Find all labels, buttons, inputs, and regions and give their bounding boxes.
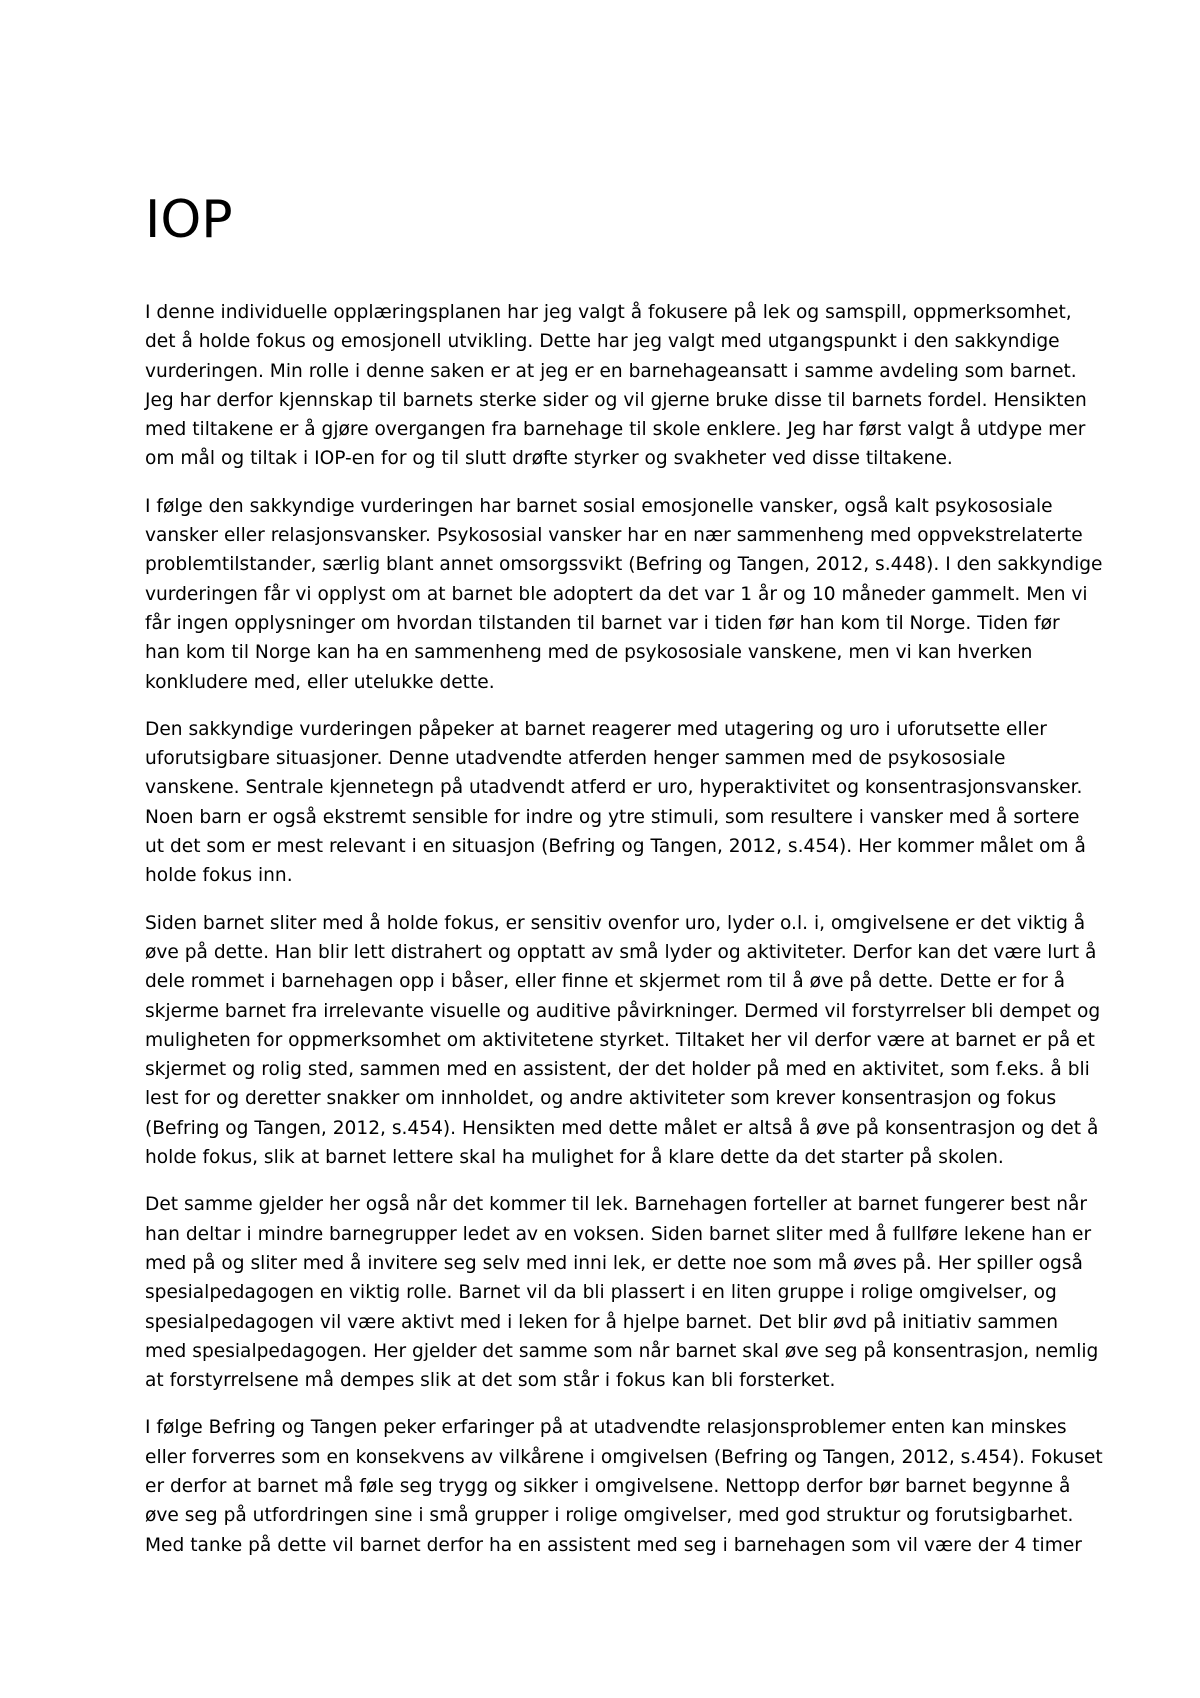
text-line: I følge Befring og Tangen peker erfaringer på at utadvendte relasjonsproblemer enten kan minskes [145, 1417, 1067, 1439]
text-line: med spesialpedagogen. Her gjelder det samme som når barnet skal øve seg på konsentrasjon, nemlig [145, 1340, 1099, 1362]
text-line: lest for og deretter snakker om innholdet, og andre aktiviteter som krever konsentrasjon og fokus [145, 1088, 1057, 1110]
text-line: øve seg på utfordringen sine i små grupper i rolige omgivelser, med god struktur og forutsigbarhet. [145, 1505, 1074, 1527]
text-line: vanskene. Sentrale kjennetegn på utadvendt atferd er uro, hyperaktivitet og konsentrasjonsvansker. [145, 777, 1083, 799]
paragraph [145, 715, 1086, 891]
text-line: ut det som er mest relevant i en situasjon (Befring og Tangen, 2012, s.454). Her kommer målet om å [145, 836, 1086, 858]
text-line: skjerme barnet fra irrelevante visuelle og auditive påvirkninger. Dermed vil forstyrrelser bli dempet og [145, 1000, 1101, 1022]
text-line: er derfor at barnet må føle seg trygg og sikker i omgivelsene. Nettopp derfor bør barnet begynne å [145, 1475, 1071, 1497]
text-line: vurderingen får vi opplyst om at barnet ble adoptert da det var 1 år og 10 måneder gammelt. Men vi [145, 583, 1088, 605]
text-line: vurderingen. Min rolle i denne saken er at jeg er en barnehageansatt i samme avdeling som barnet. [145, 360, 1077, 382]
text-line: at forstyrrelsene må dempes slik at det som står i fokus kan bli forsterket. [145, 1370, 836, 1392]
text-line: holde fokus, slik at barnet lettere skal ha mulighet for å klare dette da det starter på skolen. [145, 1147, 1004, 1169]
document-title: IOP [145, 190, 233, 250]
document-body [145, 298, 1103, 1578]
text-line: får ingen opplysninger om hvordan tilstanden til barnet var i tiden før han kom til Norge. Tiden før [145, 612, 1060, 634]
paragraph [145, 1413, 1103, 1559]
text-line: med på og sliter med å invitere seg selv med inni lek, er dette noe som må øves på. Her spiller også [145, 1252, 1083, 1274]
text-line: Noen barn er også ekstremt sensible for indre og ytre stimuli, som resultere i vansker med å sortere [145, 806, 1080, 828]
text-line: muligheten for oppmerksomhet om aktivitetene styrket. Tiltaket her vil derfor være at barnet er på et [145, 1029, 1095, 1051]
text-line: I følge den sakkyndige vurderingen har barnet sosial emosjonelle vansker, også kalt psykososiale [145, 495, 1053, 517]
text-line: spesialpedagogen vil være aktivt med i leken for å hjelpe barnet. Det blir øvd på initiativ sammen [145, 1311, 1059, 1333]
text-line: med tiltakene er å gjøre overgangen fra barnehage til skole enklere. Jeg har først valgt å utdype mer [145, 419, 1086, 441]
text-line: skjermet og rolig sted, sammen med en assistent, der det holder på med en aktivitet, som f.eks. å bli [145, 1059, 1090, 1081]
text-line: (Befring og Tangen, 2012, s.454). Hensikten med dette målet er altså å øve på konsentrasjon og det å [145, 1117, 1099, 1139]
text-line: dele rommet i barnehagen opp i båser, eller finne et skjermet rom til å øve på dette. Dette er for å [145, 971, 1066, 993]
text-line: spesialpedagogen en viktig rolle. Barnet vil da bli plassert i en liten gruppe i rolige omgivelser, og [145, 1282, 1057, 1304]
text-line: problemtilstander, særlig blant annet omsorgssvikt (Befring og Tangen, 2012, s.448). I den sakkyndige [145, 554, 1103, 576]
text-line: uforutsigbare situasjoner. Denne utadvendte atferden henger sammen med de psykososiale [145, 748, 1006, 770]
paragraph [145, 909, 1101, 1173]
paragraph [145, 492, 1103, 697]
paragraph [145, 298, 1087, 474]
text-line: det å holde fokus og emosjonell utvikling. Dette har jeg valgt med utgangspunkt i den sakkyndige [145, 331, 1060, 353]
text-line: konkludere med, eller utelukke dette. [145, 671, 495, 693]
text-line: Jeg har derfor kjennskap til barnets sterke sider og vil gjerne bruke disse til barnets fordel. Hensikten [145, 389, 1087, 411]
text-line: Siden barnet sliter med å holde fokus, er sensitiv ovenfor uro, lyder o.l. i, omgivelsene er det viktig å [145, 912, 1086, 934]
text-line: Den sakkyndige vurderingen påpeker at barnet reagerer med utagering og uro i uforutsette eller [145, 718, 1047, 740]
text-line: øve på dette. Han blir lett distrahert og opptatt av små lyder og aktiviteter. Derfor kan det være lurt å [145, 941, 1097, 963]
text-line: eller forverres som en konsekvens av vilkårene i omgivelsen (Befring og Tangen, 2012, s.454). Fokuset [145, 1446, 1103, 1468]
text-line: Det samme gjelder her også når det kommer til lek. Barnehagen forteller at barnet fungerer best når [145, 1194, 1088, 1216]
text-line: vansker eller relasjonsvansker. Psykososial vansker har en nær sammenheng med oppvekstrelaterte [145, 525, 1083, 547]
text-line: holde fokus inn. [145, 865, 293, 887]
text-line: han deltar i mindre barnegrupper ledet av en voksen. Siden barnet sliter med å fullføre lekene han er [145, 1223, 1092, 1245]
text-line: han kom til Norge kan ha en sammenheng med de psykososiale vanskene, men vi kan hverken [145, 642, 1033, 664]
paragraph [145, 1190, 1099, 1395]
text-line: I denne individuelle opplæringsplanen har jeg valgt å fokusere på lek og samspill, oppmerksomhet, [145, 302, 1072, 323]
text-line: Med tanke på dette vil barnet derfor ha en assistent med seg i barnehagen som vil være der 4 timer [145, 1534, 1082, 1556]
text-line: om mål og tiltak i IOP-en for og til slutt drøfte styrker og svakheter ved disse tiltakene. [145, 448, 953, 470]
